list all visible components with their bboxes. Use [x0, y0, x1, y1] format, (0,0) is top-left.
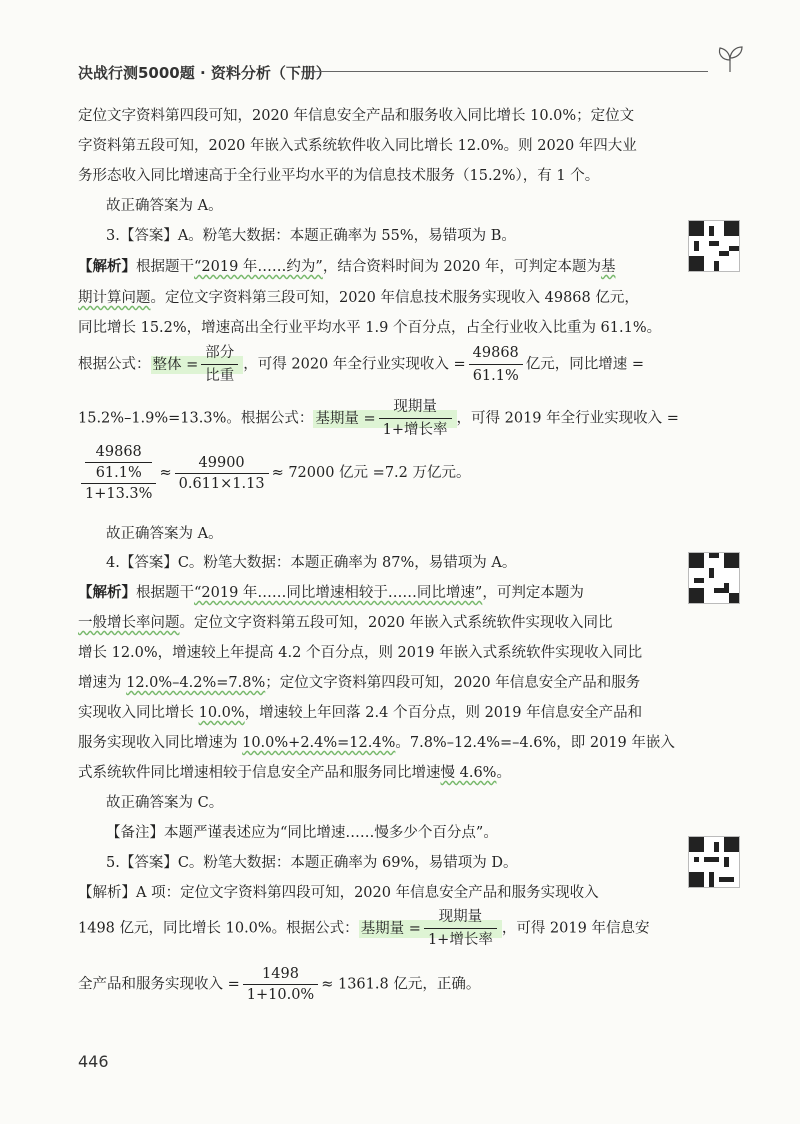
- page-header: [78, 58, 748, 88]
- text-line: [78, 763, 511, 783]
- qr-code-icon[interactable]: [688, 552, 740, 604]
- text: 15.2%–1.9%=13.3%。根据公式：: [78, 410, 314, 427]
- inner-numerator: 49868: [85, 442, 152, 463]
- numerator: 49868: [469, 342, 523, 365]
- text: 服务实现收入同比增速为: [78, 735, 243, 751]
- text-line: 定位文字资料第四段可知，2020 年信息安全产品和服务收入同比增长 10.0%；定位文: [78, 108, 635, 124]
- text-line: [78, 583, 584, 603]
- fraction: [243, 964, 318, 1005]
- formula-line: [78, 342, 644, 387]
- text-line: [78, 288, 639, 308]
- text: 根据公式：: [78, 356, 151, 373]
- formula-highlight: [359, 909, 502, 948]
- keyword: 慢 4.6%: [440, 765, 497, 781]
- keyword: 12.0%–4.2%=7.8%: [126, 675, 266, 691]
- text: 。: [496, 765, 511, 781]
- numerator: 现期量: [379, 396, 452, 419]
- sprout-icon: [712, 44, 748, 74]
- text: ，可得 2019 年全行业实现收入 =: [456, 410, 679, 427]
- numerator: 现期量: [424, 906, 497, 929]
- text: 增速为: [78, 675, 127, 691]
- keyword: 10.0%: [198, 705, 245, 721]
- formula-line: [78, 442, 470, 504]
- denominator: 1+13.3%: [85, 486, 153, 502]
- page-number: 446: [78, 1052, 109, 1071]
- denominator: 1+10.0%: [246, 987, 315, 1003]
- text: ，可得 2020 年全行业实现收入 =: [243, 356, 466, 373]
- keyword: 基: [600, 259, 616, 275]
- note-line: 【备注】本题严谨表述应为“同比增速……慢多少个百分点”。: [106, 825, 498, 841]
- text-line: [78, 613, 613, 633]
- keyword: “2019 年……约为”: [194, 259, 323, 275]
- text: 整体 =: [152, 356, 199, 373]
- answer-line: 故正确答案为 C。: [106, 795, 224, 811]
- text: ，可判定本题为: [482, 585, 584, 601]
- keyword: 期计算问题: [78, 290, 151, 306]
- fraction: [379, 396, 452, 441]
- inner-denominator: 61.1%: [95, 465, 142, 481]
- numerator: 1498: [243, 964, 318, 985]
- text: 。7.8%–12.4%=–4.6%，即 2019 年嵌入: [395, 735, 675, 751]
- qr-code-icon[interactable]: [688, 220, 740, 272]
- text: 。定位文字资料第三段可知，2020 年信息技术服务实现收入 49868 亿元，: [150, 290, 639, 306]
- text: 亿元，同比增速 =: [525, 356, 645, 373]
- formula-line: [78, 396, 679, 441]
- text: ；定位文字资料第四段可知，2020 年信息安全产品和服务: [265, 675, 641, 691]
- text: 基期量 =: [315, 410, 376, 427]
- text: ，可得 2019 年信息安: [501, 920, 650, 937]
- q4-answer: 4.【答案】C。粉笔大数据：本题正确率为 87%，易错项为 A。: [106, 555, 517, 571]
- text: ≈: [159, 465, 172, 481]
- header-rule: [310, 71, 708, 72]
- denominator: 61.1%: [472, 368, 519, 384]
- text: 全产品和服务实现收入 =: [78, 976, 240, 993]
- answer-line: 故正确答案为 A。: [106, 198, 223, 214]
- text-line: [78, 257, 615, 277]
- text-line: [78, 673, 640, 693]
- text-line: [78, 733, 675, 753]
- text-line: 同比增长 15.2%，增速高出全行业平均水平 1.9 个百分点，占全行业收入比重为 61.1%。: [78, 320, 662, 336]
- formula-highlight: [313, 399, 456, 438]
- keyword: 10.0%+2.4%=12.4%: [242, 735, 396, 751]
- q3-answer: 3.【答案】A。粉笔大数据：本题正确率为 55%，易错项为 B。: [106, 228, 516, 244]
- formula-line: [78, 964, 480, 1005]
- denominator: 0.611×1.13: [178, 475, 265, 492]
- text-line: 【解析】A 项：定位文字资料第四段可知，2020 年信息安全产品和服务实现收入: [78, 885, 599, 901]
- text: ≈ 1361.8 亿元，正确。: [321, 976, 481, 993]
- denominator: 1+增长率: [382, 422, 448, 438]
- text: 根据题干: [136, 259, 194, 275]
- tag: 【解析】: [78, 585, 136, 601]
- text: 式系统软件同比增速相较于信息安全产品和服务同比增速: [78, 765, 441, 781]
- header-title: 决战行测5000题 · 资料分析（下册）: [78, 64, 331, 82]
- qr-code-icon[interactable]: [688, 836, 740, 888]
- text: ，结合资料时间为 2020 年，可判定本题为: [322, 259, 601, 275]
- text-line: [78, 703, 642, 723]
- numerator: 49900: [175, 453, 269, 474]
- fraction: [201, 342, 238, 387]
- text: ，增速较上年回落 2.4 个百分点，则 2019 年信息安全产品和: [244, 705, 643, 721]
- fraction: [424, 906, 497, 951]
- text-line: 务形态收入同比增速高于全行业平均水平的为信息技术服务（15.2%），有 1 个。: [78, 168, 600, 184]
- denominator: 比重: [205, 368, 235, 384]
- tag: 【解析】: [78, 259, 136, 275]
- formula-line: [78, 906, 649, 951]
- keyword: “2019 年……同比增速相较于……同比增速”: [194, 585, 483, 601]
- numerator: [81, 442, 156, 484]
- numerator: 部分: [201, 342, 238, 365]
- compound-fraction: [81, 442, 156, 504]
- formula-highlight: [151, 345, 244, 384]
- q5-answer: 5.【答案】C。粉笔大数据：本题正确率为 69%，易错项为 D。: [106, 855, 518, 871]
- text: 实现收入同比增长: [78, 705, 199, 721]
- text: 1498 亿元，同比增长 10.0%。根据公式：: [78, 920, 359, 937]
- answer-line: 故正确答案为 A。: [106, 526, 223, 542]
- text: 基期量 =: [360, 920, 421, 937]
- text-line: 增长 12.0%，增速较上年提高 4.2 个百分点，则 2019 年嵌入式系统软件实现收入同比: [78, 645, 643, 661]
- keyword: 一般增长率问题: [78, 615, 180, 631]
- text-line: 字资料第五段可知，2020 年嵌入式系统软件收入同比增长 12.0%。则 2020 年四大业: [78, 138, 637, 154]
- fraction: [175, 453, 269, 494]
- denominator: 1+增长率: [427, 932, 493, 948]
- fraction: [469, 342, 523, 387]
- text: 。定位文字资料第五段可知，2020 年嵌入式系统软件实现收入同比: [179, 615, 613, 631]
- text: ≈ 72000 亿元 =7.2 万亿元。: [271, 465, 471, 481]
- text: 根据题干: [136, 585, 194, 601]
